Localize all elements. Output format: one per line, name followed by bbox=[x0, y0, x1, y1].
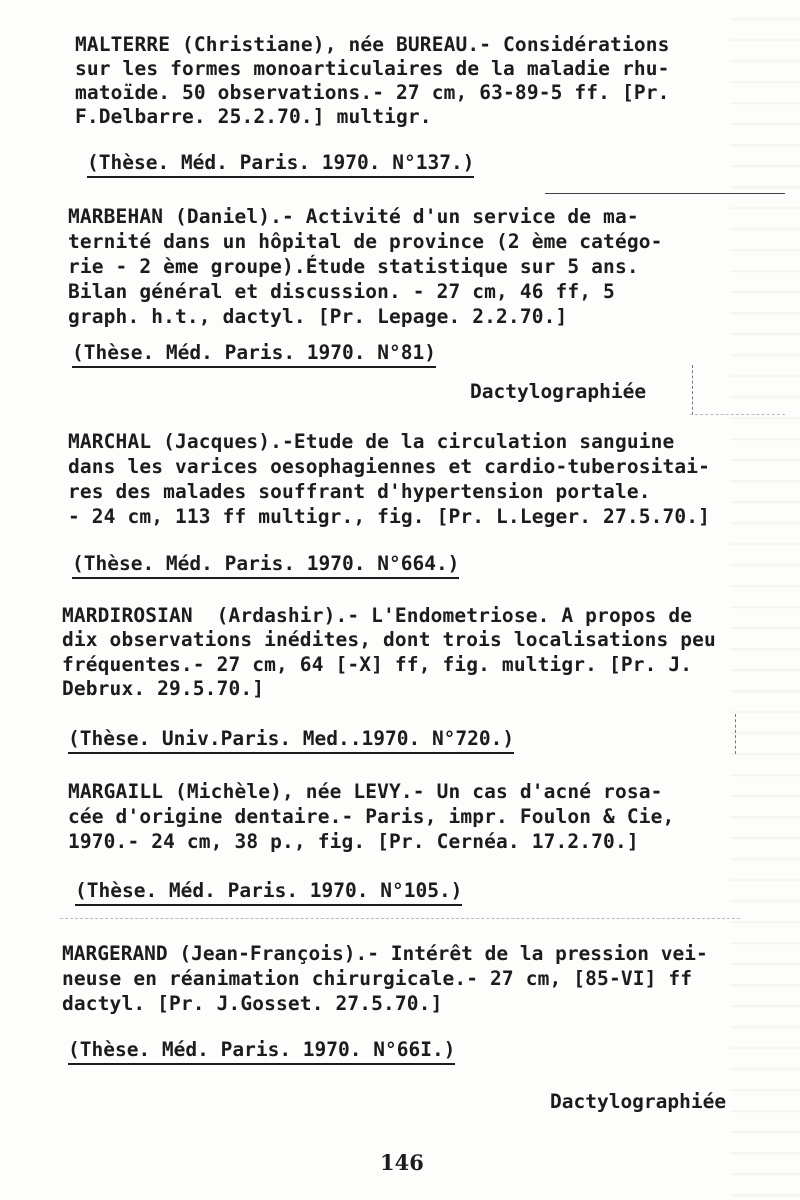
entry-line: matoïde. 50 observations.- 27 cm, 63-89-5 ff. [Pr. bbox=[75, 81, 670, 104]
typescript-note: Dactylographiée bbox=[470, 380, 647, 403]
entry-line: Bilan général et discussion. - 27 cm, 46 ff, 5 bbox=[68, 280, 615, 303]
entry-line: Debrux. 29.5.70.] bbox=[62, 677, 265, 700]
separator-rule bbox=[545, 193, 785, 194]
thesis-citation: (Thèse. Méd. Paris. 1970. N°66I.) bbox=[68, 1038, 455, 1065]
entry-line: graph. h.t., dactyl. [Pr. Lepage. 2.2.70.] bbox=[68, 305, 568, 328]
entry-line: - 24 cm, 113 ff multigr., fig. [Pr. L.Leger. 27.5.70.] bbox=[68, 505, 711, 528]
entry-line: rie - 2 ème groupe).Étude statistique sur 5 ans. bbox=[68, 255, 639, 278]
entry-line: MARBEHAN (Daniel).- Activité d'un service de ma- bbox=[68, 205, 639, 228]
entry-line: cée d'origine dentaire.- Paris, impr. Foulon & Cie, bbox=[68, 805, 675, 828]
entry-line: sur les formes monoarticulaires de la maladie rhu- bbox=[75, 57, 670, 80]
entry-line: dans les varices oesophagiennes et cardio-tuberositai- bbox=[68, 455, 711, 478]
thesis-citation: (Thèse. Méd. Paris. 1970. N°664.) bbox=[72, 552, 459, 579]
entry-line: MARGAILL (Michèle), née LEVY.- Un cas d'acné rosa- bbox=[68, 780, 663, 803]
entry-line: ternité dans un hôpital de province (2 ème catégo- bbox=[68, 230, 663, 253]
show-through-shadow bbox=[730, 0, 800, 1200]
thesis-citation: (Thèse. Méd. Paris. 1970. N°137.) bbox=[87, 151, 474, 178]
entry-line: neuse en réanimation chirurgicale.- 27 cm, [85-VI] ff bbox=[62, 967, 693, 990]
entry-line: MARCHAL (Jacques).-Etude de la circulation sanguine bbox=[68, 430, 675, 453]
entry-line: MALTERRE (Christiane), née BUREAU.- Considérations bbox=[75, 33, 670, 56]
thesis-citation: (Thèse. Univ.Paris. Med..1970. N°720.) bbox=[68, 727, 514, 754]
separator-rule bbox=[60, 918, 740, 919]
typescript-note: Dactylographiée bbox=[550, 1090, 727, 1113]
entry-line: res des malades souffrant d'hypertension portale. bbox=[68, 480, 651, 503]
separator-rule bbox=[690, 414, 785, 415]
thesis-citation: (Thèse. Méd. Paris. 1970. N°105.) bbox=[75, 879, 462, 906]
entry-line: fréquentes.- 27 cm, 64 [-X] ff, fig. multigr. [Pr. J. bbox=[62, 653, 693, 676]
thesis-citation: (Thèse. Méd. Paris. 1970. N°81) bbox=[72, 341, 436, 368]
entry-line: 1970.- 24 cm, 38 p., fig. [Pr. Cernéa. 17.2.70.] bbox=[68, 830, 639, 853]
entry-line: dix observations inédites, dont trois localisations peu bbox=[62, 628, 716, 651]
entry-line: MARGERAND (Jean-François).- Intérêt de la pression vei- bbox=[62, 942, 708, 965]
entry-line: F.Delbarre. 25.2.70.] multigr. bbox=[75, 105, 432, 128]
margin-mark bbox=[735, 714, 736, 754]
page-number: 146 bbox=[380, 1150, 424, 1175]
entry-line: MARDIROSIAN (Ardashir).- L'Endometriose. A propos de bbox=[62, 604, 693, 627]
margin-mark bbox=[692, 365, 693, 415]
entry-line: dactyl. [Pr. J.Gosset. 27.5.70.] bbox=[62, 992, 443, 1015]
